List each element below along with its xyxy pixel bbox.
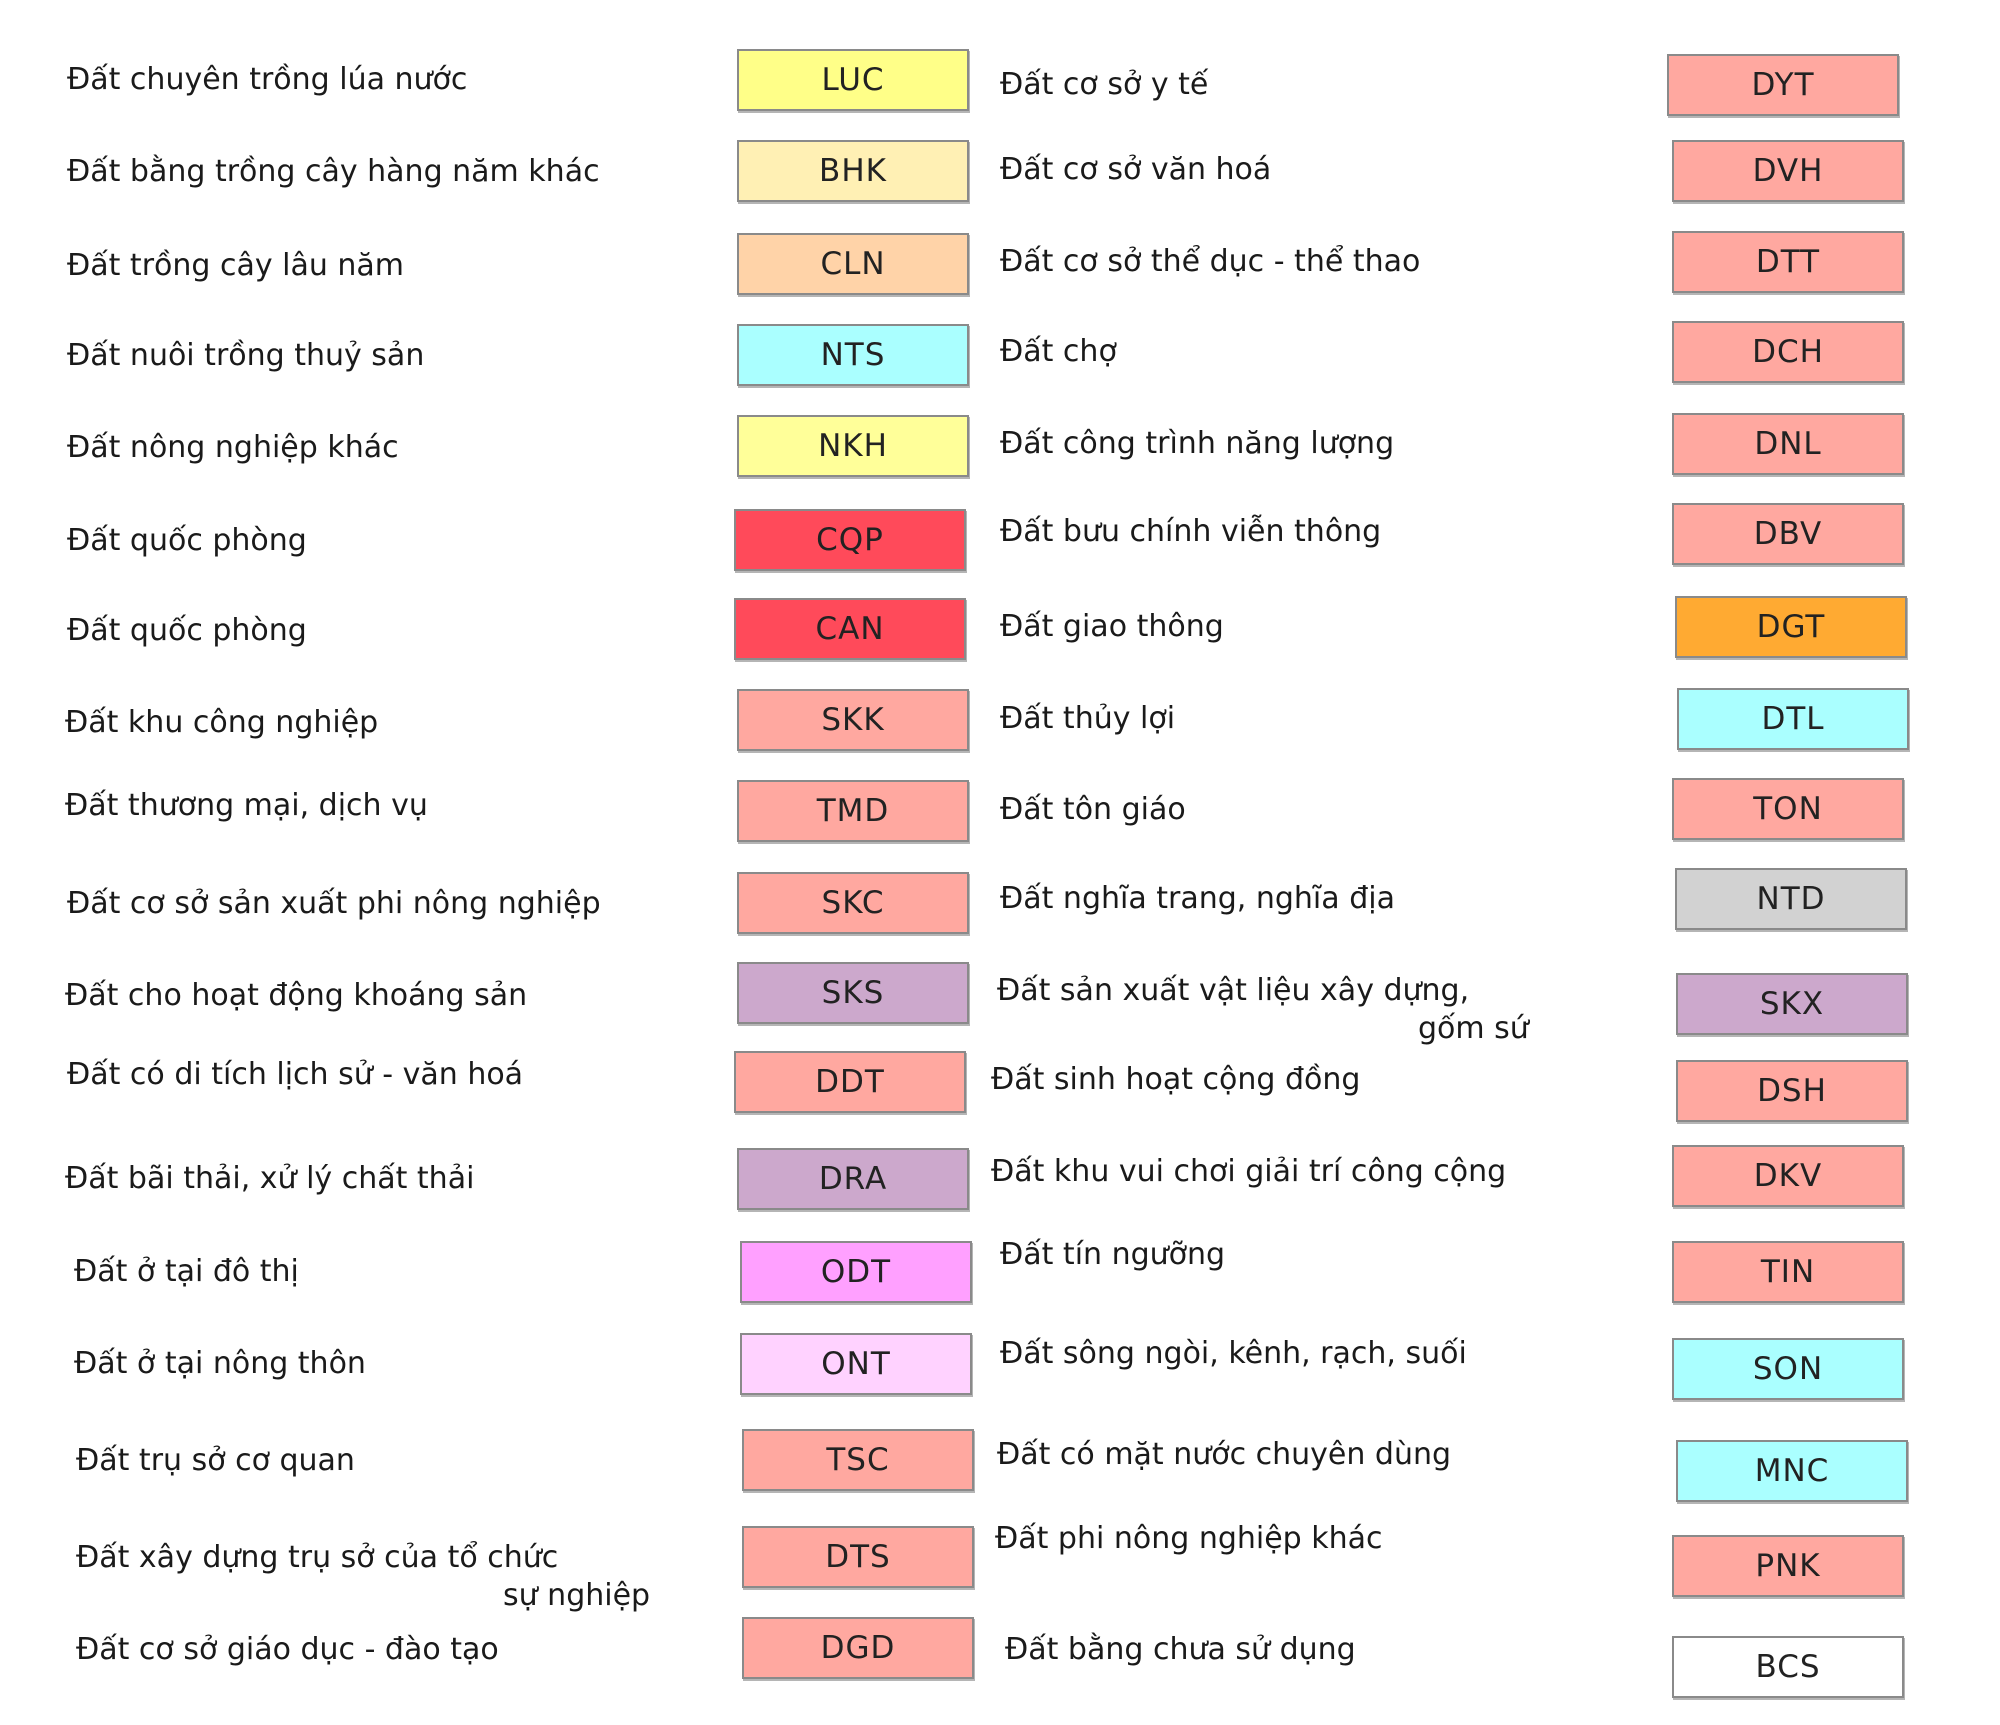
right-land-use-label-bcs — [1005, 1631, 1356, 1669]
right-land-use-label-dtt — [1000, 243, 1420, 281]
right-land-use-label-skx — [997, 972, 1529, 1048]
land-use-code-swatch-luc: LUC — [737, 49, 969, 111]
land-use-name: Đất công trình năng lượng — [1000, 426, 1395, 461]
land-use-name: Đất xây dựng trụ sở của tổ chức — [76, 1540, 559, 1575]
right-land-use-label-dtl — [1000, 700, 1175, 738]
land-use-name: Đất nông nghiệp khác — [67, 430, 399, 465]
land-use-code-swatch-mnc: MNC — [1676, 1440, 1908, 1502]
land-use-name: Đất trụ sở cơ quan — [76, 1443, 355, 1478]
right-land-use-label-dnl — [1000, 425, 1394, 463]
land-use-code-swatch-odt: ODT — [740, 1241, 972, 1303]
land-use-name: Đất có di tích lịch sử - văn hoá — [67, 1057, 524, 1092]
left-land-use-label-tmd — [65, 787, 428, 825]
land-use-name: Đất quốc phòng — [67, 613, 307, 648]
land-use-name: Đất cho hoạt động khoáng sản — [65, 978, 528, 1013]
right-land-use-label-mnc — [997, 1436, 1451, 1474]
land-use-name: Đất tôn giáo — [1000, 792, 1186, 827]
land-use-name: Đất bưu chính viễn thông — [1000, 514, 1382, 549]
land-use-name: Đất khu công nghiệp — [65, 705, 379, 740]
land-use-code-swatch-nkh: NKH — [737, 415, 969, 477]
land-use-name-continued: sự nghiệp — [503, 1578, 651, 1613]
left-land-use-label-sks — [65, 977, 527, 1015]
land-use-code-swatch-sks: SKS — [737, 962, 969, 1024]
land-use-code-swatch-tsc: TSC — [742, 1429, 974, 1491]
left-land-use-label-skk — [65, 704, 378, 742]
land-use-name: Đất giao thông — [1000, 609, 1224, 644]
land-use-name: Đất sông ngòi, kênh, rạch, suối — [1000, 1336, 1467, 1371]
left-land-use-label-skc — [67, 885, 601, 923]
land-use-code-swatch-son: SON — [1672, 1338, 1904, 1400]
land-use-name: Đất trồng cây lâu năm — [67, 248, 405, 283]
land-use-code-swatch-skc: SKC — [737, 872, 969, 934]
land-use-code-swatch-tmd: TMD — [737, 780, 969, 842]
land-use-code-swatch-ddt: DDT — [734, 1051, 966, 1113]
left-land-use-label-dts — [76, 1539, 650, 1615]
land-use-code-swatch-ton: TON — [1672, 778, 1904, 840]
left-land-use-label-ddt — [67, 1056, 523, 1094]
land-use-name: Đất có mặt nước chuyên dùng — [997, 1437, 1452, 1472]
land-use-name: Đất chuyên trồng lúa nước — [67, 62, 468, 97]
land-use-code-swatch-dgd: DGD — [742, 1617, 974, 1679]
right-land-use-label-pnk — [995, 1520, 1383, 1558]
land-use-code-swatch-dch: DCH — [1672, 321, 1904, 383]
left-land-use-label-cqp — [67, 522, 307, 560]
land-use-code-swatch-dkv: DKV — [1672, 1145, 1904, 1207]
right-land-use-label-son — [1000, 1335, 1467, 1373]
right-land-use-label-dvh — [1000, 151, 1271, 189]
land-use-name: Đất thương mại, dịch vụ — [65, 788, 428, 823]
land-use-name: Đất phi nông nghiệp khác — [995, 1521, 1383, 1556]
right-land-use-label-dyt — [1000, 66, 1208, 104]
left-land-use-label-dgd — [76, 1631, 499, 1669]
land-use-code-swatch-nts: NTS — [737, 324, 969, 386]
land-use-code-swatch-cln: CLN — [737, 233, 969, 295]
land-use-code-swatch-skk: SKK — [737, 689, 969, 751]
right-land-use-label-tin — [1000, 1236, 1225, 1274]
left-land-use-label-can — [67, 612, 307, 650]
land-use-name: Đất bằng chưa sử dụng — [1005, 1632, 1356, 1667]
land-use-code-swatch-dvh: DVH — [1672, 140, 1904, 202]
left-land-use-label-ont — [74, 1345, 366, 1383]
land-use-name: Đất cơ sở giáo dục - đào tạo — [76, 1632, 499, 1667]
land-use-name: Đất sản xuất vật liệu xây dựng, — [997, 973, 1470, 1008]
right-land-use-label-dch — [1000, 333, 1117, 371]
land-use-name: Đất khu vui chơi giải trí công cộng — [991, 1154, 1507, 1189]
land-use-name: Đất nghĩa trang, nghĩa địa — [1000, 881, 1395, 916]
land-use-name: Đất cơ sở thể dục - thể thao — [1000, 244, 1421, 279]
land-use-code-swatch-dtt: DTT — [1672, 231, 1904, 293]
left-land-use-label-bhk — [67, 153, 600, 191]
land-use-name: Đất ở tại đô thị — [74, 1254, 299, 1289]
land-use-code-swatch-ntd: NTD — [1675, 868, 1907, 930]
land-use-code-swatch-dra: DRA — [737, 1148, 969, 1210]
right-land-use-label-ton — [1000, 791, 1186, 829]
left-land-use-label-odt — [74, 1253, 299, 1291]
left-land-use-label-luc — [67, 61, 467, 99]
land-use-code-swatch-bcs: BCS — [1672, 1636, 1904, 1698]
land-use-name: Đất bãi thải, xử lý chất thải — [65, 1161, 475, 1196]
left-land-use-label-tsc — [76, 1442, 355, 1480]
right-land-use-label-dbv — [1000, 513, 1381, 551]
right-land-use-label-dgt — [1000, 608, 1224, 646]
left-land-use-label-nkh — [67, 429, 399, 467]
land-use-name: Đất cơ sở y tế — [1000, 67, 1209, 102]
land-use-name: Đất quốc phòng — [67, 523, 307, 558]
land-use-name: Đất thủy lợi — [1000, 701, 1176, 736]
left-land-use-label-cln — [67, 247, 404, 285]
land-use-code-swatch-cqp: CQP — [734, 509, 966, 571]
land-use-code-swatch-dnl: DNL — [1672, 413, 1904, 475]
land-use-name: Đất sinh hoạt cộng đồng — [991, 1062, 1361, 1097]
land-use-code-swatch-dsh: DSH — [1676, 1060, 1908, 1122]
land-use-name: Đất tín ngưỡng — [1000, 1237, 1226, 1272]
land-use-code-swatch-pnk: PNK — [1672, 1535, 1904, 1597]
land-use-name: Đất cơ sở văn hoá — [1000, 152, 1272, 187]
land-use-code-swatch-dbv: DBV — [1672, 503, 1904, 565]
left-land-use-label-nts — [67, 337, 424, 375]
land-use-code-swatch-dtl: DTL — [1677, 688, 1909, 750]
land-use-code-swatch-dyt: DYT — [1667, 54, 1899, 116]
right-land-use-label-ntd — [1000, 880, 1395, 918]
left-land-use-label-dra — [65, 1160, 474, 1198]
land-use-name: Đất ở tại nông thôn — [74, 1346, 366, 1381]
land-use-name: Đất cơ sở sản xuất phi nông nghiệp — [67, 886, 601, 921]
land-use-code-swatch-dts: DTS — [742, 1526, 974, 1588]
land-use-code-swatch-dgt: DGT — [1675, 596, 1907, 658]
land-use-name: Đất bằng trồng cây hàng năm khác — [67, 154, 600, 189]
right-land-use-label-dkv — [991, 1153, 1506, 1191]
land-use-name-continued: gốm sứ — [1418, 1011, 1529, 1046]
land-use-code-swatch-ont: ONT — [740, 1333, 972, 1395]
land-use-code-swatch-tin: TIN — [1672, 1241, 1904, 1303]
land-use-code-swatch-skx: SKX — [1676, 973, 1908, 1035]
land-use-code-swatch-can: CAN — [734, 598, 966, 660]
right-land-use-label-dsh — [991, 1061, 1360, 1099]
land-use-name: Đất chợ — [1000, 334, 1117, 369]
land-use-name: Đất nuôi trồng thuỷ sản — [67, 338, 425, 373]
land-use-code-swatch-bhk: BHK — [737, 140, 969, 202]
